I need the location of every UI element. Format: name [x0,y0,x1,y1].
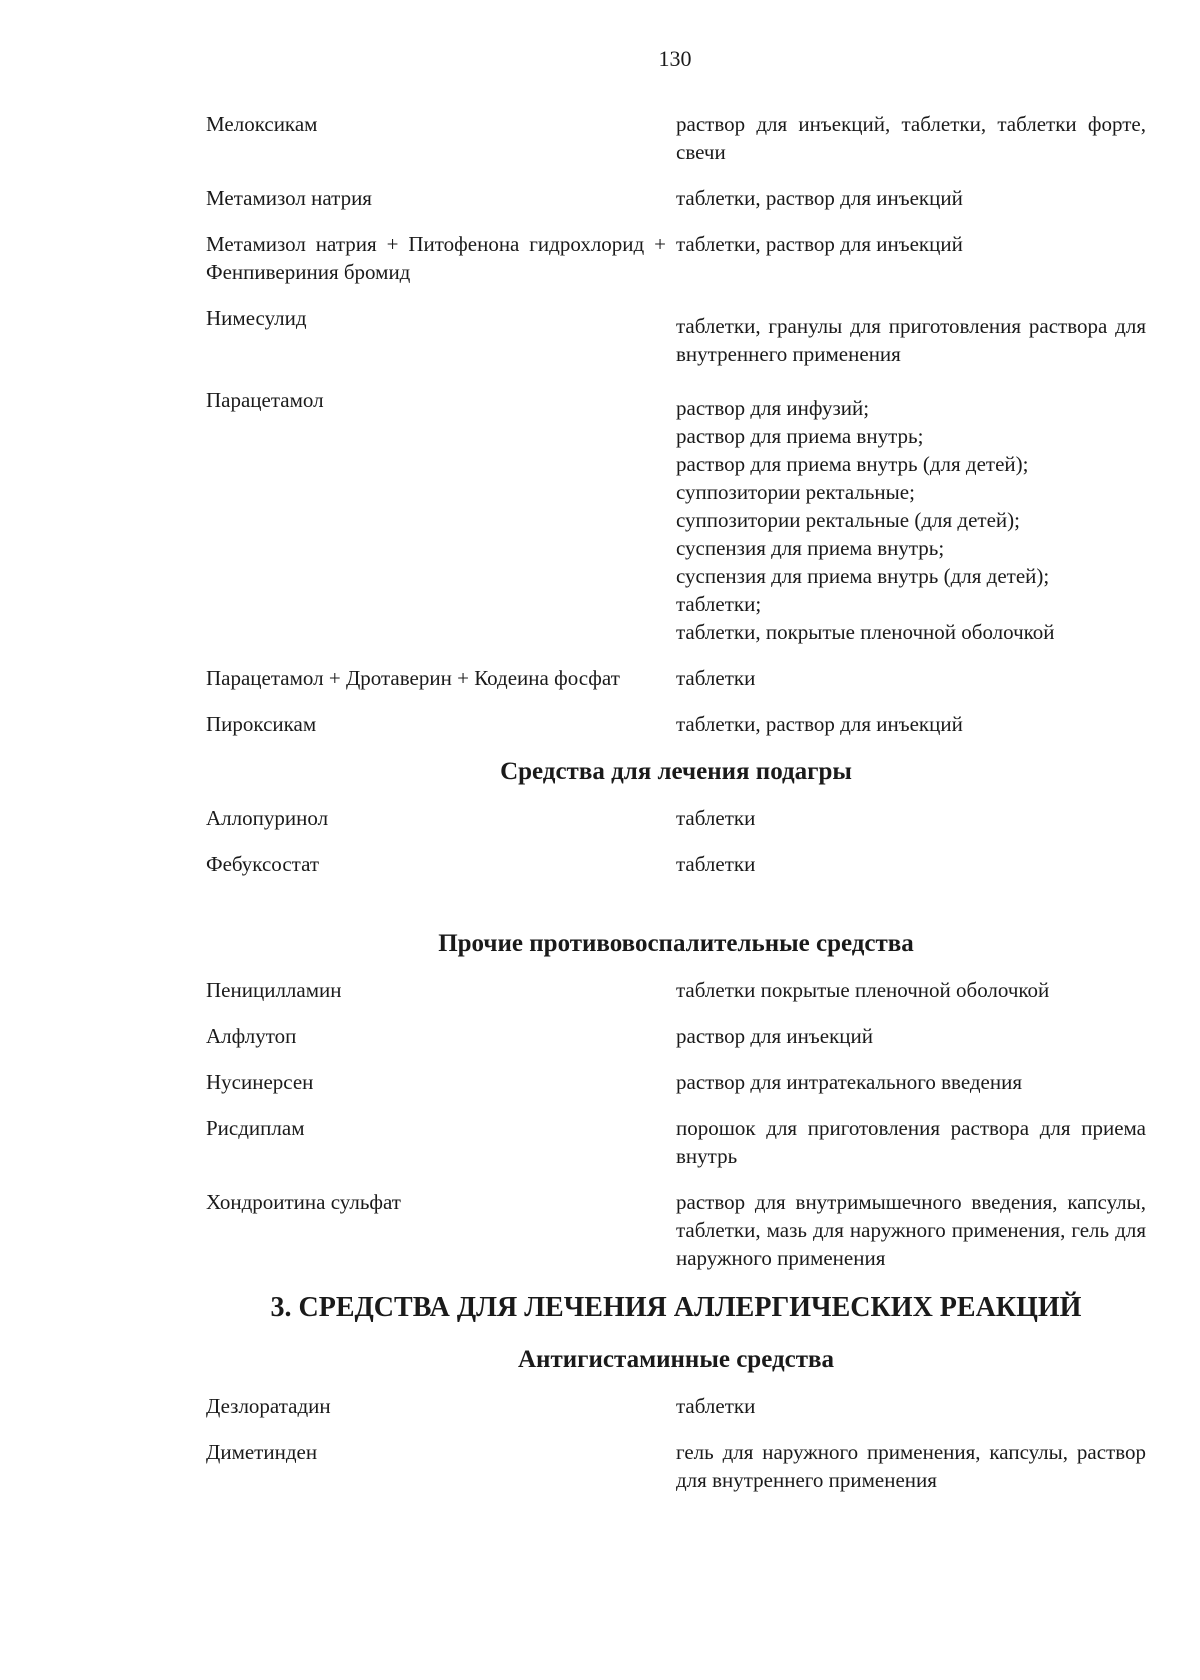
drug-row [206,664,1146,692]
dosage-form: таблетки покрытые пленочной оболочкой [676,978,1050,1002]
drug-row [206,386,1146,646]
drug-name: Нусинерсен [206,1070,314,1094]
drug-row [206,184,1146,212]
subsection-heading: Прочие противовоспалительные средства [438,930,914,957]
drug-name: Парацетамол + Дротаверин + Кодеина фосфат [206,666,620,690]
drug-row [206,1114,1146,1170]
dosage-form: таблетки [676,806,756,830]
dosage-form: таблетки, раствор для инъекций [676,232,963,256]
drug-name: Рисдиплам [206,1116,305,1140]
drug-row [206,710,1146,738]
page-number: 130 [658,46,692,71]
section-heading: 3. СРЕДСТВА ДЛЯ ЛЕЧЕНИЯ АЛЛЕРГИЧЕСКИХ РЕАКЦИЙ [270,1292,1082,1323]
drug-name: Метамизол натрия + Питофенона гидрохлорид + Фенпивериния бромид [206,232,666,284]
drug-name: Диметинден [206,1440,318,1464]
drug-name: Метамизол натрия [206,186,372,210]
drug-row [206,804,1146,832]
subsection-heading: Средства для лечения подагры [500,758,852,785]
dosage-form: раствор для внутримышечного введения, капсулы, таблетки, мазь для наружного применения, гель для наружного применения [676,1190,1146,1270]
drug-row [206,850,1146,878]
drug-name: Мелоксикам [206,112,318,136]
drug-name: Хондроитина сульфат [206,1190,401,1214]
dosage-form: раствор для инъекций, таблетки, таблетки форте, свечи [676,112,1146,164]
dosage-form: таблетки [676,852,756,876]
dosage-form: порошок для приготовления раствора для приема внутрь [676,1116,1146,1168]
drug-row [206,230,1146,286]
drug-name: Парацетамол [206,388,324,412]
drug-name: Дезлоратадин [206,1394,331,1418]
drug-name: Нимесулид [206,306,307,330]
drug-row [206,976,1146,1004]
drug-name: Алфлутоп [206,1024,297,1048]
dosage-form: таблетки [676,666,756,690]
dosage-form: гель для наружного применения, капсулы, раствор для внутреннего применения [676,1440,1146,1492]
drug-name: Пироксикам [206,712,317,736]
drug-name: Аллопуринол [206,806,329,830]
drug-row [206,1022,1146,1050]
drug-row [206,1438,1146,1494]
dosage-form: таблетки, раствор для инъекций [676,712,963,736]
drug-row [206,1392,1146,1420]
dosage-form: раствор для инфузий; раствор для приема внутрь; раствор для приема внутрь (для детей); суппозитории ректальные; суппозитории ректальные (для детей); суспензия для приема внутрь; суспензия для приема внутрь (для детей); таблетки; таблетки, покрытые пленочной оболочкой [676,396,1055,644]
dosage-form: таблетки [676,1394,756,1418]
dosage-form: раствор для инъекций [676,1024,873,1048]
drug-row [206,1188,1146,1272]
document-body [206,110,1146,1494]
dosage-form: таблетки, гранулы для приготовления раствора для внутреннего применения [676,314,1146,366]
drug-row [206,1068,1146,1096]
drug-name: Пеницилламин [206,978,342,1002]
drug-row [206,304,1146,368]
drug-name: Фебуксостат [206,852,320,876]
subsection-heading: Антигистаминные средства [518,1346,834,1373]
dosage-form: таблетки, раствор для инъекций [676,186,963,210]
drug-row [206,110,1146,166]
dosage-form: раствор для интратекального введения [676,1070,1023,1094]
